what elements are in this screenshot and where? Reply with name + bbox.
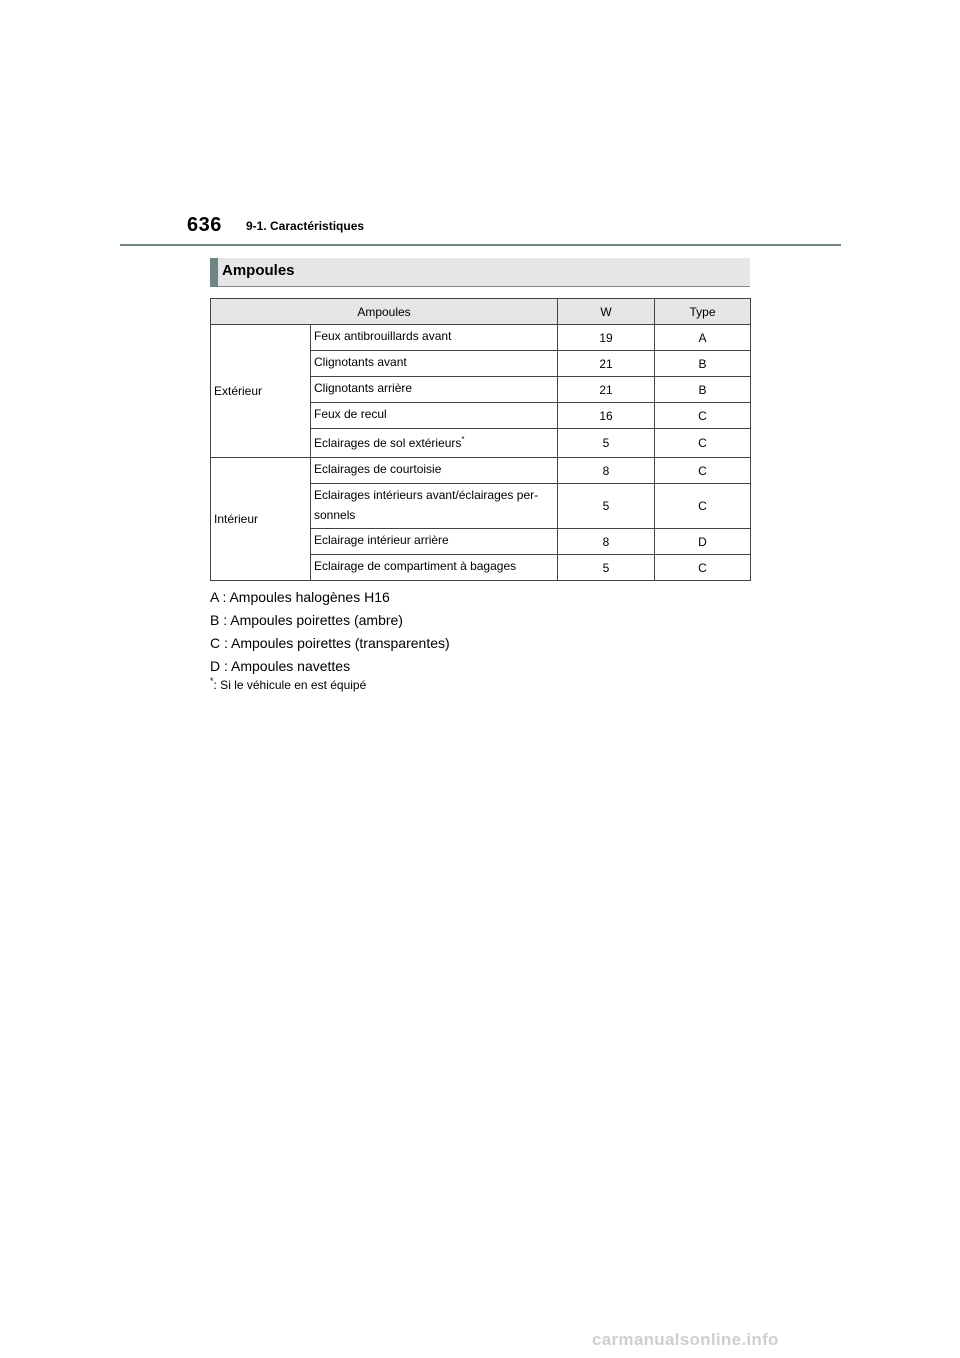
bulb-watt: 16 [558,403,655,429]
bulb-watt: 5 [558,429,655,458]
group-exterieur: Extérieur [211,325,311,458]
section-tab-marker [210,258,218,287]
bulb-name: Clignotants avant [311,351,558,377]
footnote-mark: * [210,676,214,686]
section-title: Ampoules [222,262,295,279]
header-type: Type [655,299,751,325]
legend-item: B : Ampoules poirettes (ambre) [210,612,403,628]
table-row [211,325,751,351]
header-ampoules: Ampoules [211,299,558,325]
bulb-type: C [655,484,751,529]
footnote-text: : Si le véhicule en est équipé [213,678,367,692]
bulb-type: B [655,377,751,403]
bulb-name: Clignotants arrière [311,377,558,403]
bulb-watt: 21 [558,377,655,403]
bulb-name-text: Eclairages de sol extérieurs [314,436,462,450]
bulb-watt: 8 [558,529,655,555]
footnote [210,676,366,692]
bulb-type: C [655,458,751,484]
bulb-watt: 5 [558,484,655,529]
group-interieur: Intérieur [211,458,311,581]
bulb-name: Eclairages de courtoisie [311,458,558,484]
bulb-type: B [655,351,751,377]
page-number: 636 [187,214,222,236]
bulb-watt: 8 [558,458,655,484]
section-header [210,258,750,287]
chapter-title: 9-1. Caractéristiques [246,219,365,233]
bulb-type: C [655,429,751,458]
bulb-type-legend [210,586,450,678]
bulb-name-line2: sonnels [314,508,356,522]
bulb-type: C [655,403,751,429]
header-w: W [558,299,655,325]
table-row [211,458,751,484]
bulb-name [311,429,558,458]
bulb-name [311,484,558,529]
legend-item: A : Ampoules halogènes H16 [210,589,390,605]
footnote-mark: * [461,435,465,444]
bulb-type: D [655,529,751,555]
bulb-watt: 5 [558,555,655,581]
bulb-name: Eclairage de compartiment à bagages [311,555,558,581]
bulb-type: A [655,325,751,351]
bulb-name: Feux de recul [311,403,558,429]
watermark: carmanualsonline.info [592,1330,779,1349]
bulb-name: Feux antibrouillards avant [311,325,558,351]
bulb-type: C [655,555,751,581]
legend-item: C : Ampoules poirettes (transparentes) [210,635,450,651]
bulb-watt: 19 [558,325,655,351]
legend-item: D : Ampoules navettes [210,658,351,674]
bulb-name: Eclairage intérieur arrière [311,529,558,555]
bulbs-table [210,298,751,581]
bulb-name-line1: Eclairages intérieurs avant/éclairages per- [314,488,539,502]
bulb-watt: 21 [558,351,655,377]
table-header-row [211,299,751,325]
header-rule [120,244,841,246]
